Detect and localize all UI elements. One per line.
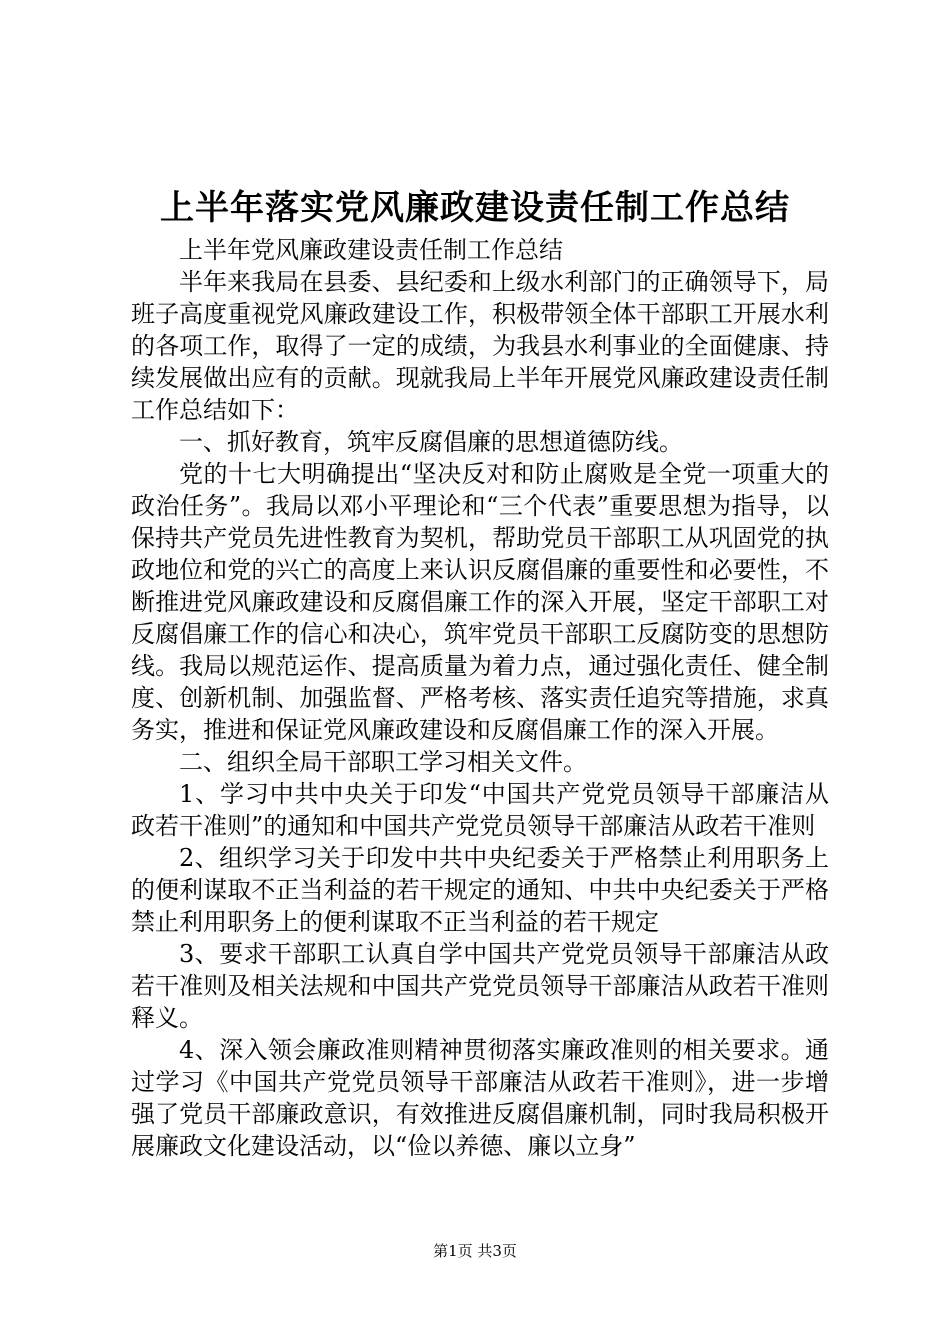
page-footer: 第1页 共3页 (433, 1242, 517, 1260)
section-heading-2: 二、组织全局干部职工学习相关文件。 (179, 748, 587, 776)
list-item-4: 4、深入领会廉政准则精神贯彻落实廉政准则的相关要求。通过学习《中国共产党党员领导干部廉洁从政若干准则》，进一步增强了党员干部廉政意识，有效推进反腐倡廉机制，同时我局积极开展廉政文化建设活动，以“俭以养德、廉以立身” (131, 1036, 829, 1160)
body-paragraph: 党的十七大明确提出“坚决反对和防止腐败是全党一项重大的政治任务”。我局以邓小平理论和“三个代表”重要思想为指导，以保持共产党员先进性教育为契机，帮助党员干部职工从巩固党的执政地位和党的兴亡的高度上来认识反腐倡廉的重要性和必要性，不断推进党风廉政建设和反腐倡廉工作的深入开展，坚定干部职工对反腐倡廉工作的信心和决心，筑牢党员干部职工反腐防变的思想防线。我局以规范运作、提高质量为着力点，通过强化责任、健全制度、创新机制、加强监督、严格考核、落实责任追究等措施，求真务实，推进和保证党风廉政建设和反腐倡廉工作的深入开展。 (131, 460, 829, 744)
list-item-3: 3、要求干部职工认真自学中国共产党党员领导干部廉洁从政若干准则及相关法规和中国共产党党员领导干部廉洁从政若干准则释义。 (131, 940, 829, 1032)
intro-paragraph: 半年来我局在县委、县纪委和上级水利部门的正确领导下，局班子高度重视党风廉政建设工作，积极带领全体干部职工开展水利的各项工作，取得了一定的成绩，为我县水利事业的全面健康、持续发展做出应有的贡献。现就我局上半年开展党风廉政建设责任制工作总结如下： (131, 268, 829, 424)
section-heading-1: 一、抓好教育，筑牢反腐倡廉的思想道德防线。 (179, 428, 683, 456)
list-item-2: 2、组织学习关于印发中共中央纪委关于严格禁止利用职务上的便利谋取不正当利益的若干规定的通知、中共中央纪委关于严格禁止利用职务上的便利谋取不正当利益的若干规定 (131, 844, 829, 936)
list-item-1: 1、学习中共中央关于印发“中国共产党党员领导干部廉洁从政若干准则”的通知和中国共产党党员领导干部廉洁从政若干准则 (131, 780, 829, 840)
document-title: 上半年落实党风廉政建设责任制工作总结 (160, 188, 790, 228)
document-body (131, 234, 829, 1162)
subtitle-paragraph: 上半年党风廉政建设责任制工作总结 (179, 236, 563, 264)
